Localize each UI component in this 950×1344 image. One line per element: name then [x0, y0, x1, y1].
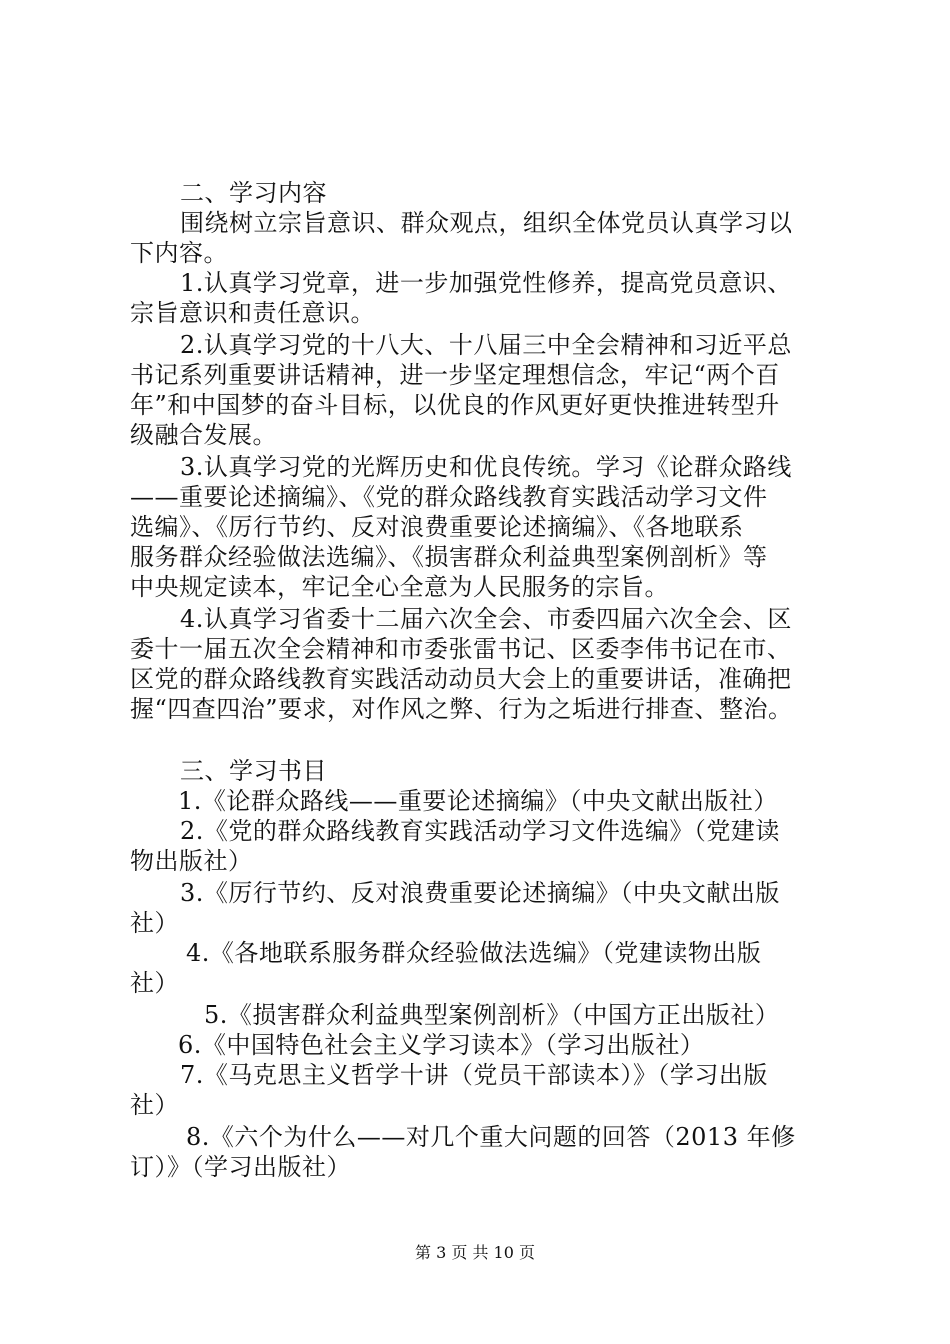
- book-line: 7.《马克思主义哲学十讲（党员干部读本）》（学习出版: [180, 1061, 768, 1089]
- paragraph-line: 级融合发展。: [130, 421, 277, 449]
- paragraph-line: 服务群众经验做法选编》、《损害群众利益典型案例剖析》等: [130, 543, 768, 571]
- paragraph-line: 宗旨意识和责任意识。: [130, 299, 375, 327]
- paragraph-line: 中央规定读本，牢记全心全意为人民服务的宗旨。: [130, 573, 669, 601]
- paragraph-line: 3.认真学习党的光辉历史和优良传统。学习《论群众路线: [180, 453, 792, 481]
- paragraph-line: 4.认真学习省委十二届六次全会、市委四届六次全会、区: [180, 605, 792, 633]
- paragraph-line: 下内容。: [130, 239, 228, 267]
- section-heading: 二、学习内容: [180, 179, 327, 207]
- book-line: 6.《中国特色社会主义学习读本》（学习出版社）: [178, 1031, 705, 1059]
- book-line: 2.《党的群众路线教育实践活动学习文件选编》（党建读: [180, 817, 780, 845]
- paragraph-line: 围绕树立宗旨意识、群众观点，组织全体党员认真学习以: [180, 209, 793, 237]
- paragraph-line: 握“四查四治”要求，对作风之弊、行为之垢进行排查、整治。: [130, 695, 793, 723]
- book-line: 社）: [130, 909, 179, 937]
- paragraph-line: 1.认真学习党章，进一步加强党性修养，提高党员意识、: [180, 269, 792, 297]
- paragraph-line: 书记系列重要讲话精神，进一步坚定理想信念，牢记“两个百: [130, 361, 780, 389]
- book-line: 物出版社）: [130, 847, 253, 875]
- paragraph-line: 委十一届五次全会精神和市委张雷书记、区委李伟书记在市、: [130, 635, 792, 663]
- book-line: 订）》（学习出版社）: [130, 1153, 351, 1181]
- book-line: 社）: [130, 1091, 179, 1119]
- book-line: 社）: [130, 969, 179, 997]
- book-line: 3.《厉行节约、反对浪费重要论述摘编》（中央文献出版: [180, 879, 780, 907]
- book-line: 4.《各地联系服务群众经验做法选编》（党建读物出版: [186, 939, 762, 967]
- paragraph-line: 年”和中国梦的奋斗目标，以优良的作风更好更快推进转型升: [130, 391, 780, 419]
- page-number: 第 3 页 共 10 页: [415, 1243, 535, 1262]
- paragraph-line: 2.认真学习党的十八大、十八届三中全会精神和习近平总: [180, 331, 792, 359]
- book-line: 8.《六个为什么——对几个重大问题的回答（2013 年修: [186, 1123, 796, 1151]
- section-heading: 三、学习书目: [180, 757, 327, 785]
- book-line: 5.《损害群众利益典型案例剖析》（中国方正出版社）: [204, 1001, 780, 1029]
- paragraph-line: 选编》、《厉行节约、反对浪费重要论述摘编》、《各地联系: [130, 513, 744, 541]
- paragraph-line: ——重要论述摘编》、《党的群众路线教育实践活动学习文件: [130, 483, 768, 511]
- book-line: 1.《论群众路线——重要论述摘编》（中央文献出版社）: [178, 787, 778, 815]
- paragraph-line: 区党的群众路线教育实践活动动员大会上的重要讲话，准确把: [130, 665, 792, 693]
